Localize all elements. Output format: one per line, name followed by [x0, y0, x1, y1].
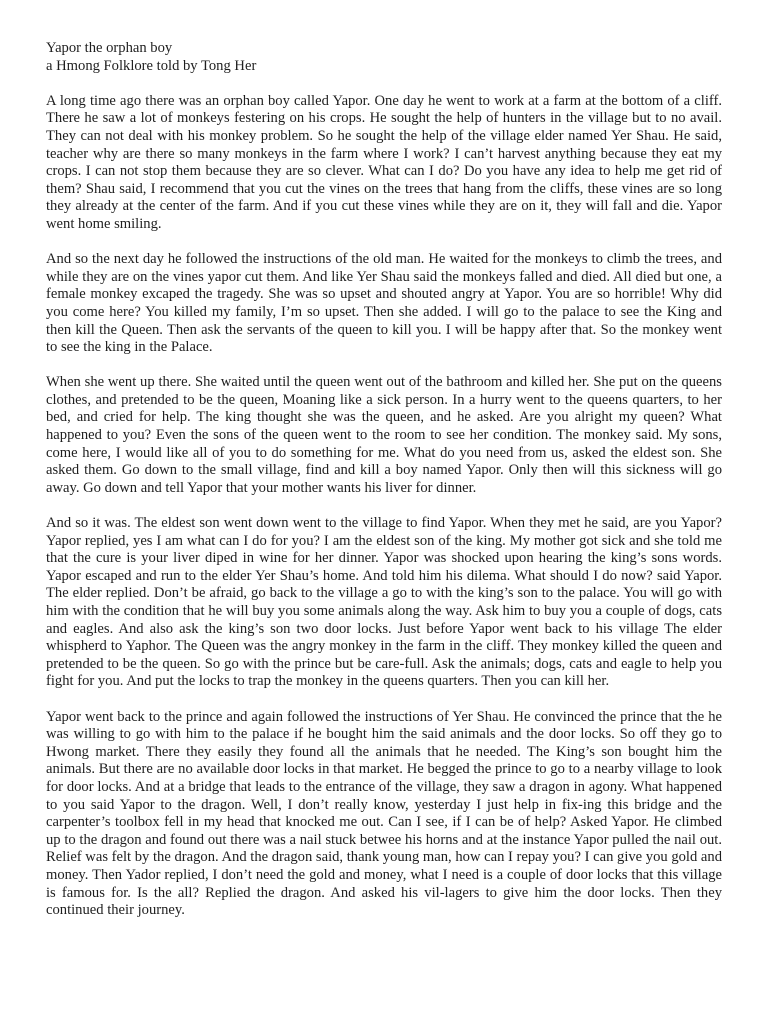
- title-block: [46, 40, 722, 75]
- paragraph-1: A long time ago there was an orphan boy called Yapor. One day he went to work at a farm at the bottom of a cliff. There he saw a lot of monkeys festering on his crops. He sought the help of hunters in the village but to no avail. They can not deal with his monkey problem. So he sought the help of the village elder named Yer Shau. He said, teacher why are there so many monkeys in the farm where I work? I can’t harvest anything because they eat my crops. I can not stop them because they are so clever. What can I do? Do you have any idea to help me get rid of them? Shau said, I recommend that you cut the vines on the trees that hang from the cliffs, these vines are so long they already at the center of the farm. And if you cut these vines while they are on it, they will fall and die. Yapor went home smiling.: [46, 92, 722, 232]
- paragraph-4: And so it was. The eldest son went down went to the village to find Yapor. When they met he said, are you Yapor? Yapor replied, yes I am what can I do for you? I am the eldest son of the king. My mother got sick and she told me that the cure is your liver diped in wine for her dinner. Yapor was shocked upon hearing the king’s sons words. Yapor escaped and run to the elder Yer Shau’s home. And told him his dilema. What should I do now? said Yapor. The elder replied. Don’t be afraid, go back to the village a go to with the king’s son to the palace. You will go with him with the condition that he will buy you some animals along the way. Ask him to buy you a couple of dogs, cats and eagles. And also ask the king’s son two door locks. Just before Yapor went back to his village The elder whispherd to Yaphor. The Queen was the angry monkey in the farm in the cliff. They monkey killed the queen and pretended to be the queen. So go with the prince but be care-full. Ask the animals; dogs, cats and eagle to help you fight for you. And put the locks to trap the monkey in the queens quarters. Then you can kill her.: [46, 515, 722, 690]
- paragraph-3: When she went up there. She waited until the queen went out of the bathroom and killed her. She put on the queens clothes, and pretended to be the queen, Moaning like a sick person. In a hurry went to the queens quarters, to her bed, and cried for help. The king thought she was the queen, and he asked. Are you alright my queen? What happened to you? Even the sons of the queen went to the room to see her condition. The monkey said. My sons, come here, I would like all of you to do something for me. What do you need from us, asked the eldest son. She asked them. Go down to the small village, find and kill a boy named Yapor. Only then will this sickness will go away. Go down and tell Yapor that your mother wants his liver for dinner.: [46, 374, 722, 496]
- paragraph-2: And so the next day he followed the instructions of the old man. He waited for the monkeys to climb the trees, and while they are on the vines yapor cut them. And like Yer Shau said the monkeys falled and died. All died but one, a female monkey excaped the tragedy. She was so upset and shouted angry at Yapor. You are so horrible! Why did you come here? You killed my family, I’m so upset. Then she added. I will go to the palace to see the King and then kill the Queen. Then ask the servants of the queen to kill you. I will be happy after that. So the monkey went to see the king in the Palace.: [46, 251, 722, 356]
- document-title: Yapor the orphan boy: [46, 40, 173, 56]
- paragraph-5: Yapor went back to the prince and again followed the instructions of Yer Shau. He convinced the prince that the he was willing to go with him to the palace if he bought him the said animals and the door locks. So off they go to Hwong market. There they easily they found all the animals that he needed. The King’s son bought him the animals. But there are no available door locks in that market. He begged the prince to go to a nearby village to look for door locks. And at a bridge that leads to the entrance of the village, they saw a dragon in agony. What happened to you said Yapor to the dragon. Well, I don’t really know, yesterday I just help in fix-ing this bridge and the carpenter’s toolbox fell in my head that knocked me out. Can I see, if I can be of help? Asked Yapor. He climbed up to the dragon and found out there was a nail stuck betwee his horns and at the instance Yapor pulled the nail out. Relief was felt by the dragon. And the dragon said, thank young man, how can I repay you? I can give you gold and money. Then Yador replied, I don’t need the gold and money, what I need is a couple of door locks that this village is famous for. Is the all? Replied the dragon. And asked his vil-lagers to give him the door locks. Then they continued their journey.: [46, 708, 722, 919]
- document-subtitle: a Hmong Folklore told by Tong Her: [46, 57, 257, 74]
